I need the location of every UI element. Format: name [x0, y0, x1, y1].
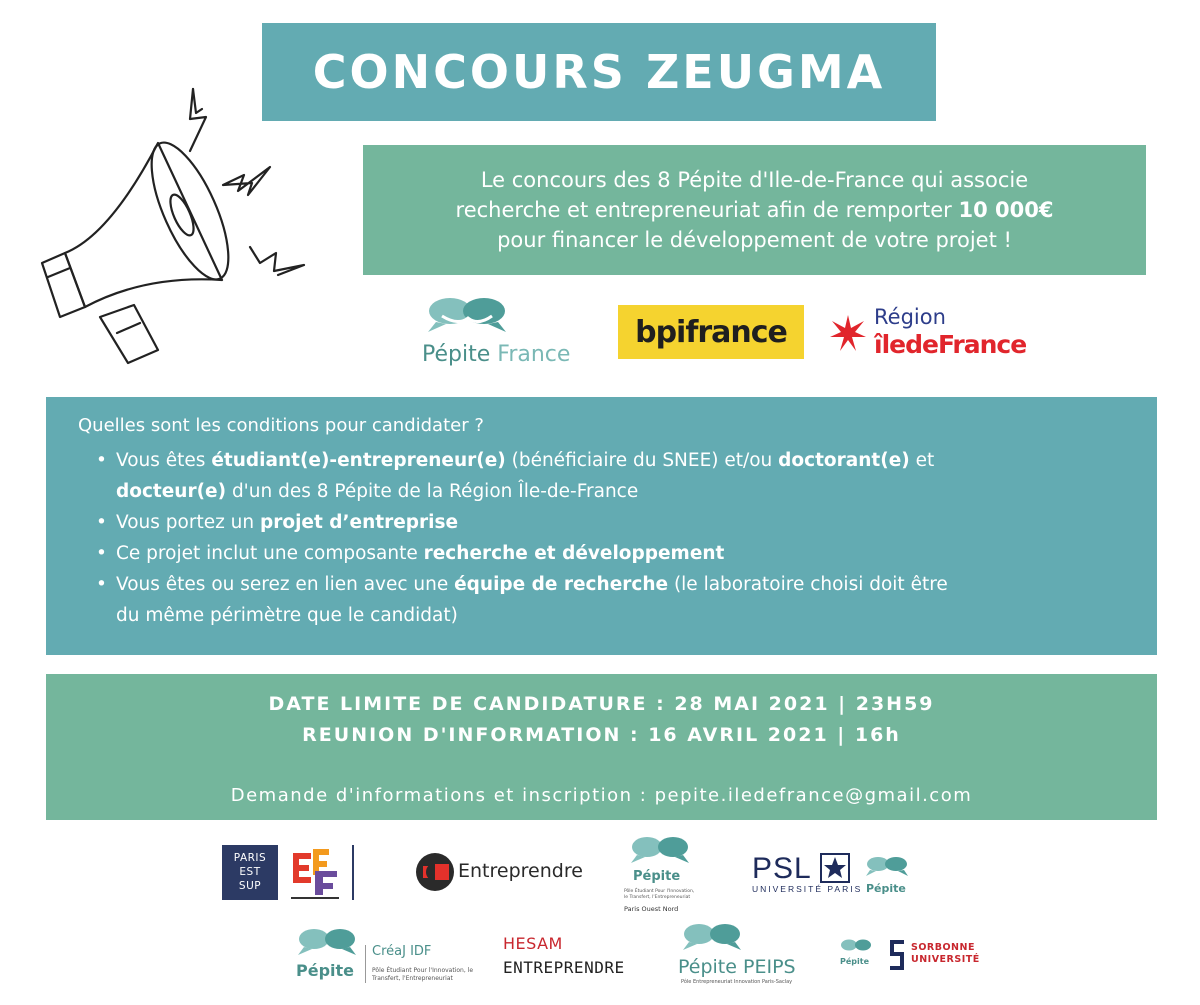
hesam-entreprendre: ENTREPRENDRE [503, 958, 625, 977]
intro-line-3: pour financer le développement de votre projet ! [497, 228, 1012, 252]
dates-box [46, 674, 1157, 820]
pepite-pon-name: Pépite [633, 869, 681, 884]
conditions-box [46, 397, 1157, 655]
paris-est-sup-logo [222, 845, 278, 900]
paris-est-sup-divider [352, 845, 354, 900]
psl-logo-text: PSL [752, 852, 812, 885]
creaj-divider [365, 945, 366, 983]
bpifrance-logo-text: bpifrance [635, 314, 787, 350]
condition-4-text-3: du même périmètre que le candidat) [116, 605, 458, 626]
pepite-peips-subtitle: Pôle Entrepreneuriat Innovation Paris-Saclay [681, 979, 793, 985]
cy-entreprendre-text: Entreprendre [458, 860, 583, 882]
psl-subtitle: UNIVERSITÉ PARIS [752, 884, 863, 894]
bpifrance-logo [618, 305, 804, 359]
pepite-pon-place: Paris Ouest Nord [624, 905, 679, 913]
sorbonne-line-1: SORBONNE [911, 942, 975, 953]
pepite-france-word-2: France [490, 342, 571, 367]
intro-box [363, 145, 1146, 275]
conditions-question: Quelles sont les conditions pour candidater ? [78, 415, 484, 436]
condition-1-bold-3: docteur(e) [116, 481, 227, 502]
condition-1-bold-1: étudiant(e)-entrepreneur(e) [211, 450, 506, 471]
condition-1-text-3: et [909, 450, 935, 471]
intro-line-1: Le concours des 8 Pépite d'Ile-de-France qui associe [480, 168, 1029, 192]
sorbonne-pepite-logo-icon [838, 938, 874, 958]
sorbonne-line-2: UNIVERSITÉ [911, 954, 980, 965]
pepite-france-logo [422, 342, 570, 367]
megaphone-icon [30, 85, 320, 380]
paris-est-sup-line-2: EST [239, 866, 261, 878]
condition-item [96, 569, 1125, 631]
psl-pepite-logo-icon [862, 855, 912, 881]
condition-2-text-1: Vous portez un [116, 512, 261, 533]
condition-1-bold-2: doctorant(e) [778, 450, 910, 471]
condition-1-text-4: d'un des 8 Pépite de la Région Île-de-France [226, 481, 639, 502]
deadline-line: DATE LIMITE DE CANDIDATURE : 28 MAI 2021 | 23H59 [268, 693, 935, 715]
pepite-creaj-logo-icon [292, 927, 362, 963]
creaj-title: CréaJ IDF [372, 944, 432, 959]
pepite-pon-subtitle: Pôle Étudiant Pour l'Innovation, le Transfert, l'Entrepreneuriat [624, 889, 695, 900]
condition-1-text-2: (bénéficiaire du SNEE) et/ou [505, 450, 779, 471]
pepite-creaj-name: Pépite [296, 961, 355, 980]
sorbonne-mark-icon [886, 938, 908, 972]
hesam-name: HESAM [503, 934, 563, 953]
contact-line: Demande d'informations et inscription : pepite.iledefrance@gmail.com [230, 785, 973, 806]
conditions-list [78, 445, 1125, 631]
sorbonne-name [911, 942, 980, 966]
psl-pepite-name: Pépite [866, 882, 906, 895]
peips-word-1: Pépite [678, 956, 737, 978]
intro-prize: 10 000€ [958, 198, 1054, 222]
condition-4-text-2: (le laboratoire choisi doit être [668, 574, 948, 595]
pepite-pon-logo-icon [625, 835, 695, 871]
pepite-peips-logo-icon [677, 922, 747, 958]
condition-3-text-1: Ce projet inclut une composante [116, 543, 424, 564]
page-title: CONCOURS ZEUGMA [312, 45, 886, 99]
paris-est-sup-line-3: SUP [238, 880, 262, 892]
psl-star-icon [820, 853, 850, 883]
region-star-icon [828, 313, 868, 353]
intro-line-2 [363, 195, 1146, 225]
pepite-peips-name [678, 956, 796, 978]
region-name: îledeFrance [874, 330, 1027, 359]
cy-logo-icon [415, 852, 455, 892]
peips-word-2: PEIPS [743, 956, 796, 978]
condition-4-text-1: Vous êtes ou serez en lien avec une [116, 574, 455, 595]
condition-1-text-1: Vous êtes [116, 450, 212, 471]
info-meeting-line: REUNION D'INFORMATION : 16 AVRIL 2021 | 16h [302, 724, 901, 746]
intro-line-2-text: recherche et entrepreneuriat afin de remporter [455, 198, 959, 222]
condition-item [96, 445, 1125, 507]
pepite-france-word-1: Pépite [422, 342, 491, 367]
condition-4-bold-1: équipe de recherche [454, 574, 669, 595]
title-banner [262, 23, 936, 121]
condition-3-bold-1: recherche et développement [423, 543, 725, 564]
paris-est-sup-line-1: PARIS [233, 852, 267, 864]
creaj-subtitle: Pôle Étudiant Pour l'Innovation, le Transfert, l'Entrepreneuriat [372, 967, 474, 982]
condition-item [96, 507, 1125, 538]
region-word: Région [874, 305, 946, 329]
region-idf-logo [828, 303, 1038, 367]
condition-item [96, 538, 1125, 569]
sorbonne-pepite-name: Pépite [840, 957, 870, 966]
condition-2-bold-1: projet d’entreprise [260, 512, 459, 533]
eef-mark-icon [285, 845, 345, 905]
